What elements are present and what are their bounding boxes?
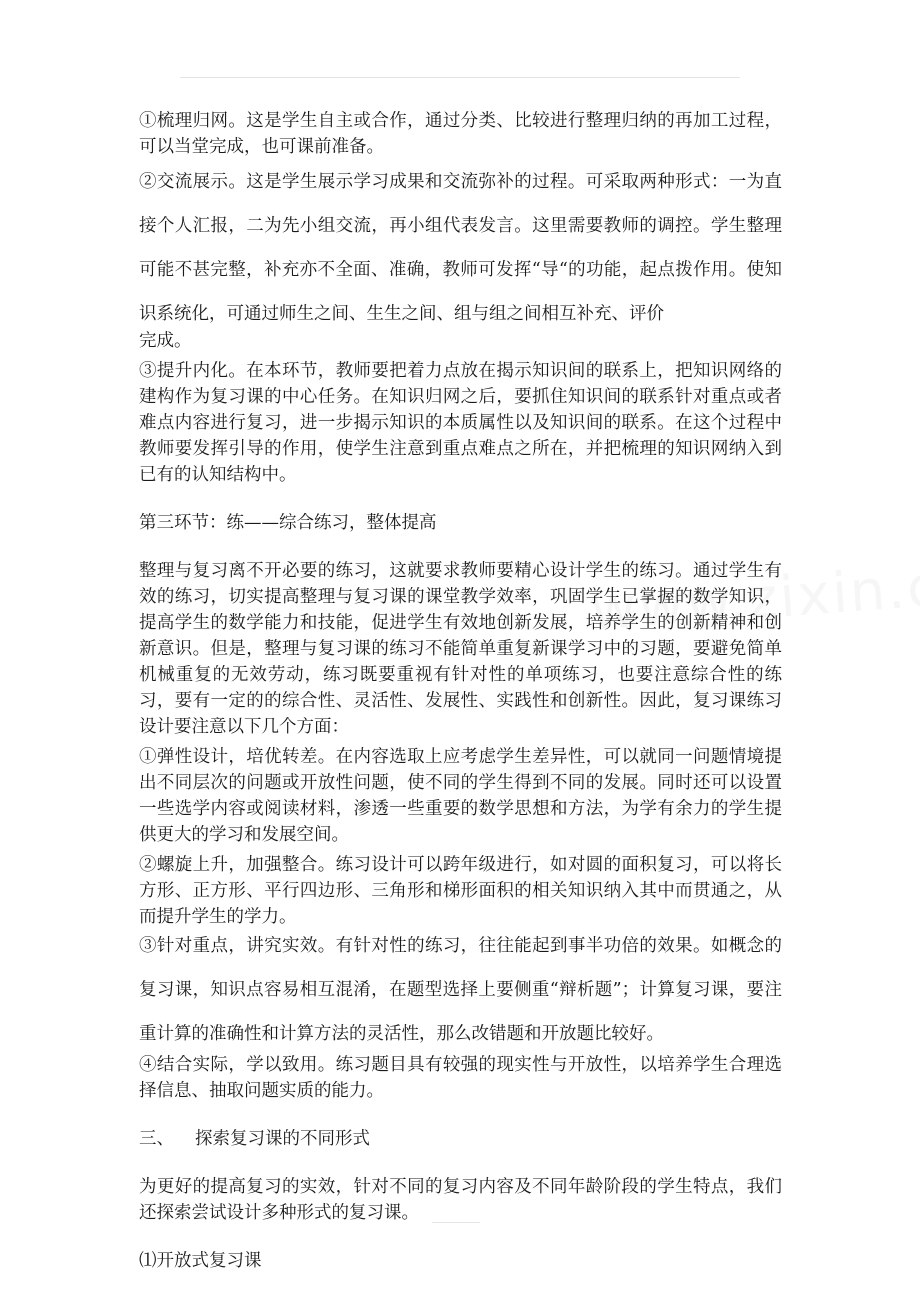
paragraph-flexible-design: ①弹性设计，培优转差。在内容选取上应考虑学生差异性，可以就同一问题情境提出不同层次的问题或开放性问题，使不同的学生得到不同的发展。同时还可以设置一些选学内容或阅读材料，渗透一些重要的数学思想和方法，为学有余力的学生提供更大的学习和发展空间。 [139,747,782,845]
footer-mark [432,1222,480,1223]
paragraph-spiral-integration: ②螺旋上升，加强整合。练习设计可以跨年级进行，如对圆的面积复习，可以将长方形、正方形、平行四边形、三角形和梯形面积的相关知识纳入其中而贯通之，从而提升学生的学力。 [139,855,782,927]
paragraph-internalize: ③提升内化。在本环节，教师要把着力点放在揭示知识间的联系上，把知识网络的建构作为复习课的中心任务。在知识归网之后，要抓住知识间的联系针对重点或者难点内容进行复习，进一步揭示知识的本质属性以及知识间的联系。在这个过程中教师要发挥引导的作用，使学生注意到重点难点之所在，并把梳理的知识网纳入到已有的认知结构中。 [139,361,782,485]
heading-open-review: ⑴开放式复习课 [139,1251,262,1271]
header-rule [180,77,740,78]
paragraph-exchange-display-body: ②交流展示。这是学生展示学习成果和交流弥补的过程。可采取两种形式：一为直接个人汇报，二为先小组交流，再小组代表发言。这里需要教师的调控。学生整理可能不甚完整，补充亦不全面、准确，教师可发挥“导“的功能，起点拨作用。使知识系统化，可通过师生之间、生生之间、组与组之间相互补充、评价 [139,172,782,324]
paragraph-practice-intro: 整理与复习离不开必要的练习，这就要求教师要精心设计学生的练习。通过学生有效的练习，切实提高整理与复习课的课堂教学效率，巩固学生已掌握的数学知识，提高学生的数学能力和技能，促进学生有效地创新发展，培养学生的创新精神和创新意识。但是，整理与复习课的练习不能简单重复新课学习中的习题，要避免简单机械重复的无效劳动，练习既要重视有针对性的单项练习，也要注意综合性的练习，要有一定的的综合性、灵活性、发展性、实践性和创新性。因此，复习课练习设计要注意以下几个方面： [139,561,782,737]
document-body [139,108,782,1274]
paragraph-exchange-display-end: 完成。 [139,331,192,351]
section-number: 三、 [139,1129,174,1149]
paragraph-practical-use: ④结合实际，学以致用。练习题目具有较强的现实性与开放性，以培养学生合理选择信息、抽取问题实质的能力。 [139,1055,782,1101]
paragraph-focus-effect: ③针对重点，讲究实效。有针对性的练习，往往能起到事半功倍的效果。如概念的复习课，知识点容易相互混淆，在题型选择上要侧重“辩析题”；计算复习课，要注重计算的准确性和计算方法的灵活性，那么改错题和开放题比较好。 [139,936,782,1044]
heading-section-three [139,1126,782,1152]
paragraph-review-forms: 为更好的提高复习的实效，针对不同的复习内容及不同年龄阶段的学生特点，我们还探索尝试设计多种形式的复习课。 [139,1177,782,1223]
paragraph-sorting-network: ①梳理归网。这是学生自主或合作，通过分类、比较进行整理归纳的再加工过程，可以当堂完成，也可课前准备。 [139,111,782,157]
section-title: 探索复习课的不同形式 [195,1129,370,1149]
heading-stage-three: 第三环节：练——综合练习，整体提高 [139,513,437,533]
paragraph-exchange-display [139,160,782,336]
